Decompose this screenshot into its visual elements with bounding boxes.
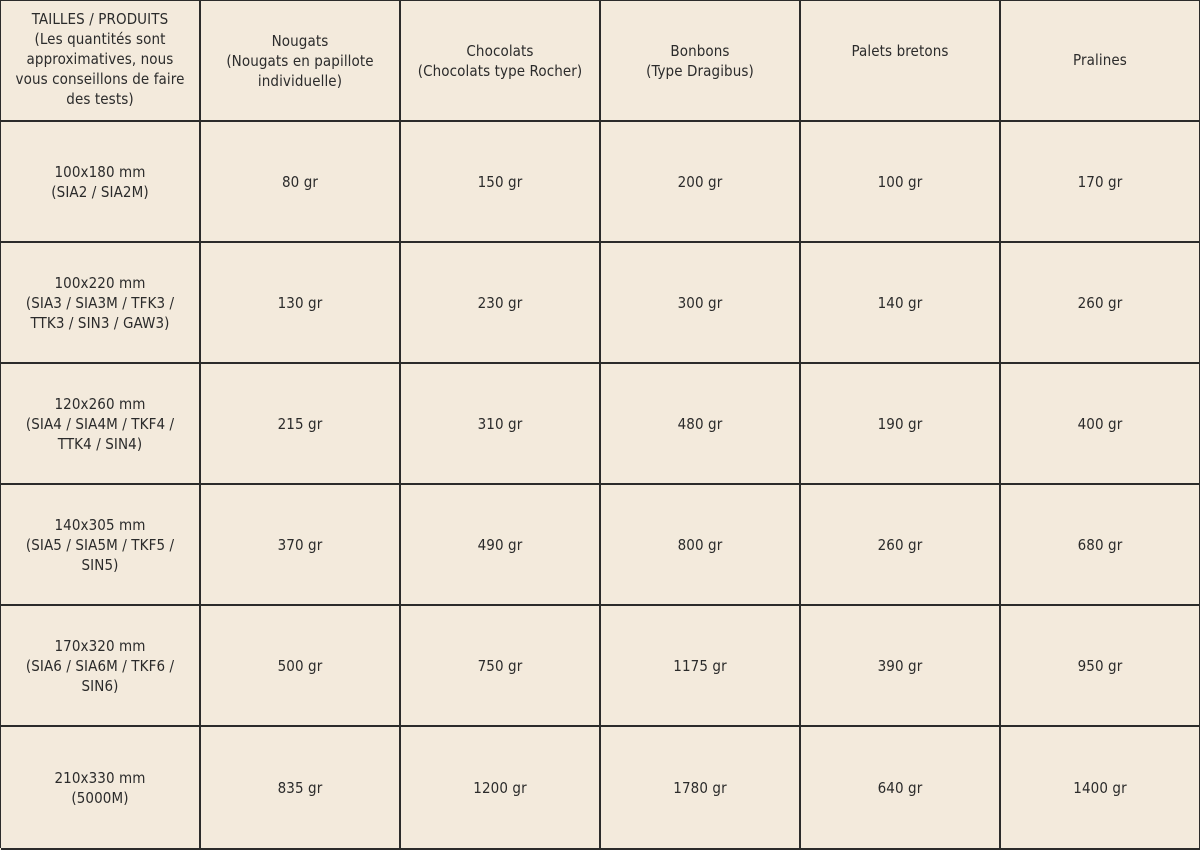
column-title: Nougats — [271, 32, 329, 50]
column-subtitle: (Nougats en papillote — [226, 52, 374, 70]
column-title: Pralines — [1073, 51, 1127, 69]
table-cell-pralines: 170 gr — [1001, 122, 1200, 243]
row-references: SIN6) — [81, 676, 119, 695]
row-label-cell — [1, 606, 201, 727]
table-cell-nougats: 215 gr — [201, 364, 401, 485]
table-cell-bonbons: 300 gr — [601, 243, 801, 364]
header-cell-pralines — [1001, 1, 1200, 122]
column-title: Chocolats — [466, 42, 534, 60]
column-subtitle: individuelle) — [257, 72, 343, 90]
column-subtitle: (Type Dragibus) — [646, 62, 754, 80]
table-cell-pralines: 400 gr — [1001, 364, 1200, 485]
table-cell-nougats: 835 gr — [201, 727, 401, 850]
table-cell-bonbons: 480 gr — [601, 364, 801, 485]
row-size: 210x330 mm — [54, 768, 146, 787]
row-label-cell — [1, 243, 201, 364]
table-cell-bonbons: 200 gr — [601, 122, 801, 243]
row-references: TTK3 / SIN3 / GAW3) — [30, 313, 170, 332]
table-cell-chocolats: 150 gr — [401, 122, 601, 243]
table-cell-chocolats: 310 gr — [401, 364, 601, 485]
row-size: 170x320 mm — [54, 636, 146, 655]
table-cell-pralines: 950 gr — [1001, 606, 1200, 727]
table-cell-pralines: 1400 gr — [1001, 727, 1200, 850]
header-cell-palets-bretons — [801, 1, 1001, 122]
table-cell-chocolats: 750 gr — [401, 606, 601, 727]
table-cell-chocolats: 230 gr — [401, 243, 601, 364]
table-cell-nougats: 500 gr — [201, 606, 401, 727]
table-cell-nougats: 370 gr — [201, 485, 401, 606]
table-cell-chocolats: 490 gr — [401, 485, 601, 606]
table-cell-bonbons: 800 gr — [601, 485, 801, 606]
table-cell-pralines: 680 gr — [1001, 485, 1200, 606]
row-references: (5000M) — [71, 788, 129, 807]
row-label-cell — [1, 122, 201, 243]
table-cell-bonbons: 1175 gr — [601, 606, 801, 727]
row-label-cell — [1, 485, 201, 606]
column-title: Bonbons — [670, 42, 730, 60]
row-references: (SIA2 / SIA2M) — [51, 182, 149, 201]
table-cell-bonbons: 1780 gr — [601, 727, 801, 850]
table-cell-palets-bretons: 140 gr — [801, 243, 1001, 364]
table-cell-chocolats: 1200 gr — [401, 727, 601, 850]
row-references: (SIA4 / SIA4M / TKF4 / — [25, 414, 175, 433]
corner-line-1: TAILLES / PRODUITS — [31, 10, 169, 28]
table-cell-palets-bretons: 640 gr — [801, 727, 1001, 850]
table-cell-pralines: 260 gr — [1001, 243, 1200, 364]
row-references: SIN5) — [81, 555, 119, 574]
table-cell-palets-bretons: 390 gr — [801, 606, 1001, 727]
header-cell-nougats — [201, 1, 401, 122]
table-cell-palets-bretons: 190 gr — [801, 364, 1001, 485]
row-references: (SIA3 / SIA3M / TFK3 / — [25, 293, 175, 312]
column-subtitle: (Chocolats type Rocher) — [417, 62, 583, 80]
row-references: TTK4 / SIN4) — [57, 434, 143, 453]
row-size: 100x220 mm — [54, 273, 146, 292]
header-cell-bonbons — [601, 1, 801, 122]
corner-line-2: (Les quantités sont — [34, 30, 166, 48]
table-cell-nougats: 80 gr — [201, 122, 401, 243]
corner-line-4: vous conseillons de faire — [15, 70, 185, 88]
table-cell-palets-bretons: 260 gr — [801, 485, 1001, 606]
table-cell-nougats: 130 gr — [201, 243, 401, 364]
corner-line-5: des tests) — [66, 90, 134, 108]
row-references: (SIA5 / SIA5M / TKF5 / — [25, 535, 175, 554]
table-cell-palets-bretons: 100 gr — [801, 122, 1001, 243]
header-cell-sizes-products — [1, 1, 201, 122]
row-size: 120x260 mm — [54, 394, 146, 413]
column-title: Palets bretons — [851, 42, 949, 60]
row-label-cell — [1, 364, 201, 485]
row-size: 140x305 mm — [54, 515, 146, 534]
row-size: 100x180 mm — [54, 162, 146, 181]
row-references: (SIA6 / SIA6M / TKF6 / — [25, 656, 175, 675]
header-cell-chocolats — [401, 1, 601, 122]
row-label-cell — [1, 727, 201, 850]
corner-line-3: approximatives, nous — [26, 50, 174, 68]
